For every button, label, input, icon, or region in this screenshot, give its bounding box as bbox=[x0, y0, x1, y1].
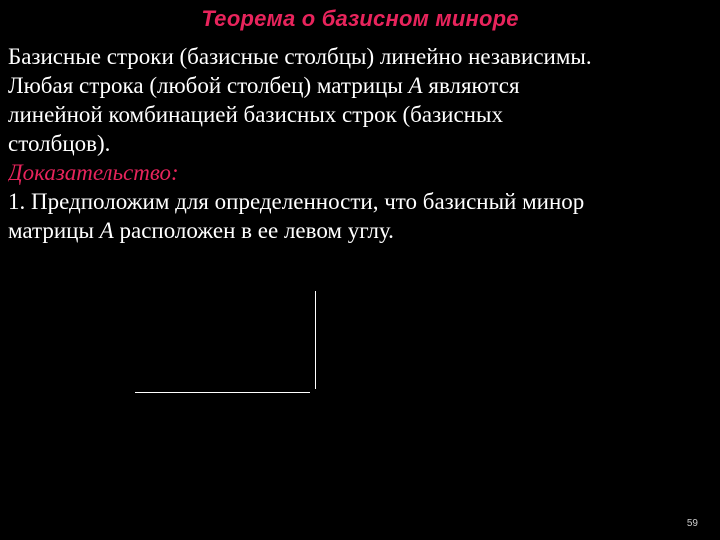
body-line-2-tail: являются bbox=[422, 73, 520, 98]
body-line-1: Базисные строки (базисные столбцы) линейно независимы. bbox=[8, 44, 592, 69]
body-line-6: 1. Предположим для определенности, что базисный минор bbox=[8, 189, 585, 214]
minor-horizontal-divider bbox=[135, 392, 310, 393]
body-line-7 bbox=[8, 216, 718, 245]
body-line-7-tail: расположен в ее левом углу. bbox=[113, 218, 394, 243]
minor-vertical-divider bbox=[315, 291, 316, 389]
page-number: 59 bbox=[686, 518, 698, 529]
body-line-4: столбцов). bbox=[8, 131, 111, 156]
matrix-symbol: A bbox=[408, 73, 423, 98]
body-line-3: линейной комбинацией базисных строк (базисных bbox=[8, 102, 503, 127]
body-line-2-text: Любая строка (любой столбец) матрицы bbox=[8, 73, 409, 98]
slide-body bbox=[8, 42, 718, 272]
slide-title: Теорема о базисном миноре bbox=[201, 6, 519, 31]
body-line-2 bbox=[8, 71, 718, 100]
proof-label: Доказательство: bbox=[8, 160, 179, 185]
matrix-symbol-2: A bbox=[99, 218, 114, 243]
body-line-7-text: матрицы bbox=[8, 218, 100, 243]
